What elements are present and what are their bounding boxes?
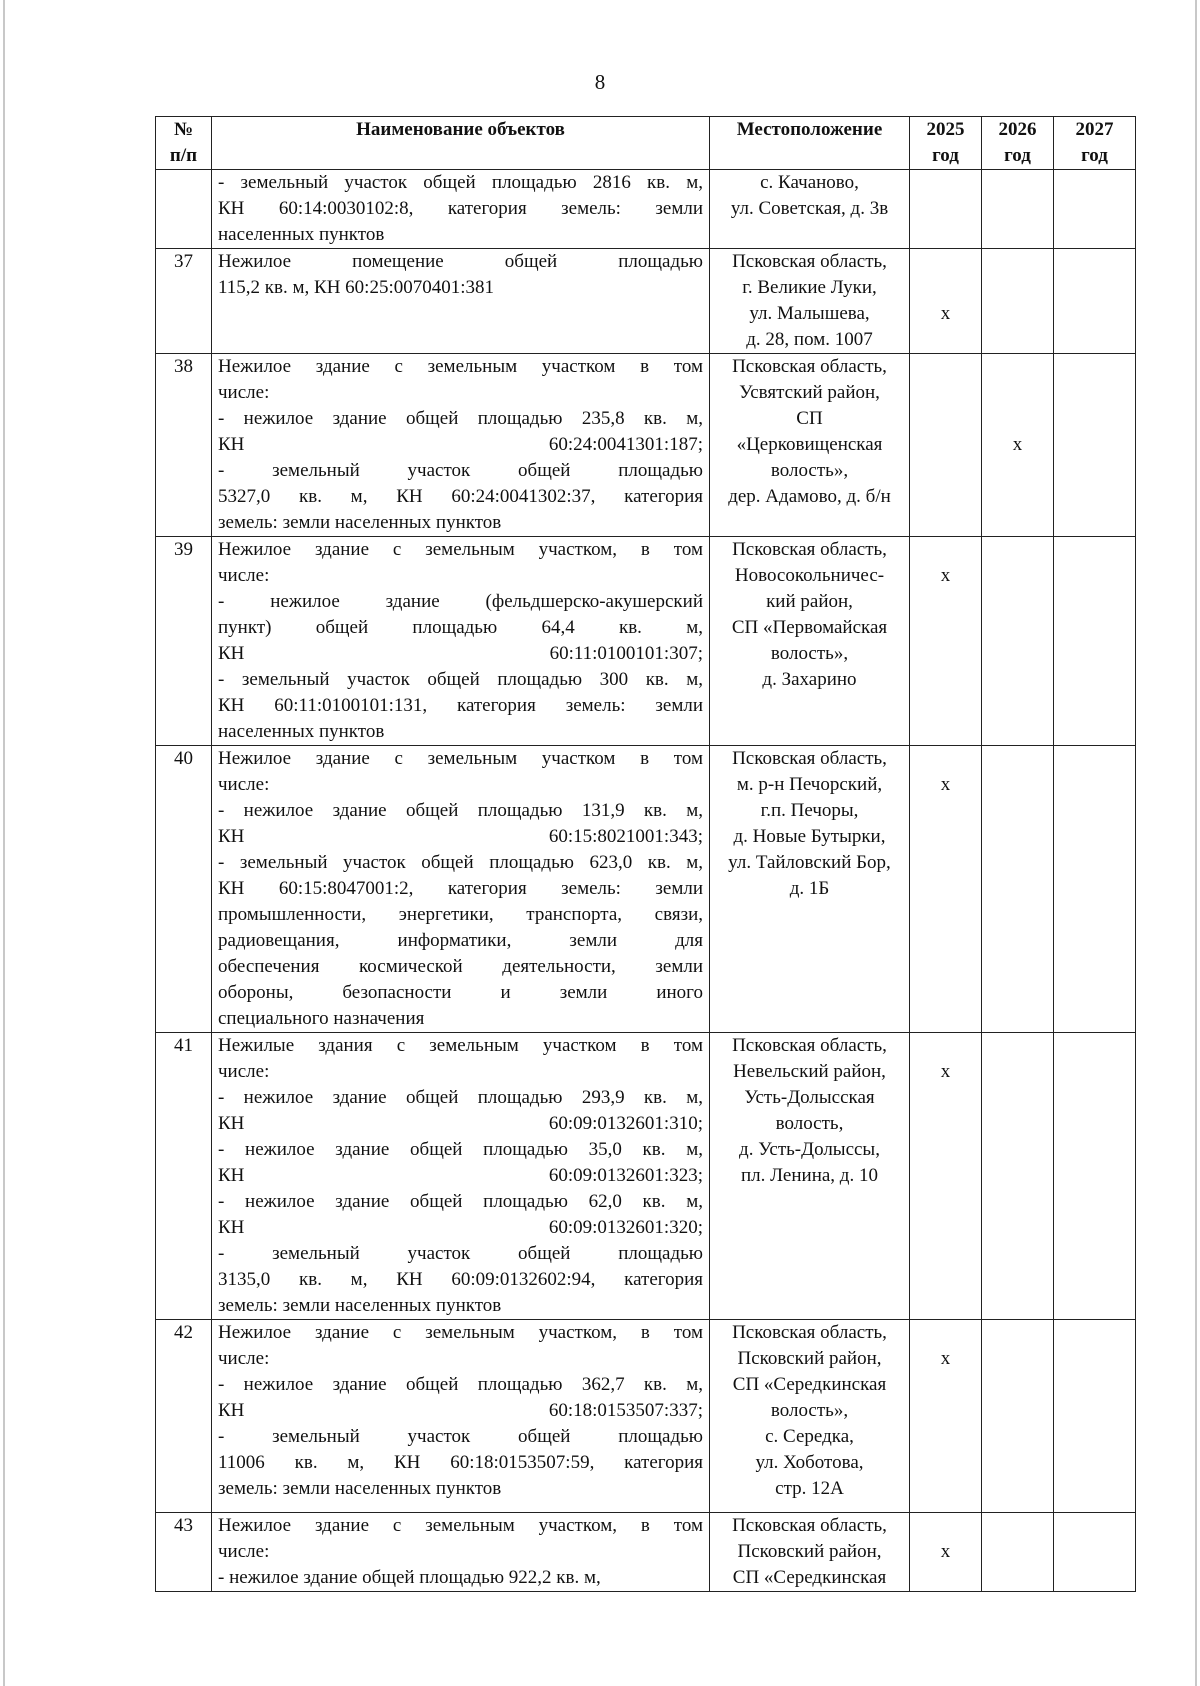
description-line: - земельный участок общей площадью xyxy=(218,1243,703,1264)
description-line: населенных пунктов xyxy=(218,224,385,245)
description-line: специального назначения xyxy=(218,1008,425,1029)
description-line: 5327,0 кв. м, КН 60:24:0041302:37, категория xyxy=(218,486,703,507)
table-row xyxy=(156,354,1136,537)
location-line: д. 1Б xyxy=(789,878,830,899)
location-line: Усвятский район, xyxy=(739,382,880,403)
year-mark-2027 xyxy=(1054,746,1136,1033)
header-year-2027 xyxy=(1054,117,1136,170)
description-line: числе: xyxy=(218,1348,270,1369)
year-mark-2026 xyxy=(982,1320,1054,1513)
description-line: - нежилое здание общей площадью 35,0 кв. м, xyxy=(218,1139,703,1160)
description-line: КН 60:09:0132601:320; xyxy=(218,1217,703,1238)
row-number: 37 xyxy=(156,249,212,354)
description-line: - земельный участок общей площадью 623,0 кв. м, xyxy=(218,852,703,873)
header-year-2026 xyxy=(982,117,1054,170)
year-mark-2026 xyxy=(982,537,1054,746)
description-line: КН 60:09:0132601:323; xyxy=(218,1165,703,1186)
object-location xyxy=(710,1320,910,1513)
description-line: КН 60:11:0100101:307; xyxy=(218,643,703,664)
table-header-row xyxy=(156,117,1136,170)
table-row xyxy=(156,537,1136,746)
year-mark-2027 xyxy=(1054,1320,1136,1513)
year-mark: x xyxy=(940,565,951,586)
location-line: с. Середка, xyxy=(765,1426,854,1447)
year-mark-2025 xyxy=(910,1320,982,1513)
location-line: д. Новые Бутырки, xyxy=(733,826,886,847)
object-description xyxy=(212,354,710,537)
location-line: Псковская область, xyxy=(732,251,887,272)
description-line: Нежилое помещение общей площадью xyxy=(218,251,703,272)
location-line: волость», xyxy=(770,1400,849,1421)
year-mark-2025 xyxy=(910,1513,982,1592)
location-line: Псковская область, xyxy=(732,1515,887,1536)
object-location xyxy=(710,249,910,354)
location-line: д. Усть-Долыссы, xyxy=(739,1139,880,1160)
header-year-2025 xyxy=(910,117,982,170)
year-mark-2026 xyxy=(982,746,1054,1033)
location-line: м. р-н Печорский, xyxy=(736,774,883,795)
description-line: 11006 кв. м, КН 60:18:0153507:59, категория xyxy=(218,1452,703,1473)
location-line: СП «Середкинская xyxy=(732,1374,887,1395)
description-line: пункт) общей площадью 64,4 кв. м, xyxy=(218,617,703,638)
description-line: обороны, безопасности и земли иного xyxy=(218,982,703,1003)
location-line: СП «Первомайская xyxy=(731,617,888,638)
property-registry-table xyxy=(155,116,1136,1592)
table-row xyxy=(156,1320,1136,1513)
description-line: - нежилое здание общей площадью 235,8 кв. м, xyxy=(218,408,703,429)
location-line: Усть-Долысская xyxy=(744,1087,875,1108)
description-line: числе: xyxy=(218,774,270,795)
object-description xyxy=(212,170,710,249)
year-mark-2025 xyxy=(910,1033,982,1320)
year-mark-2025 xyxy=(910,354,982,537)
object-description xyxy=(212,249,710,354)
table-row xyxy=(156,1513,1136,1592)
location-line: волость, xyxy=(775,1113,844,1134)
row-number xyxy=(156,170,212,249)
year-mark-2025 xyxy=(910,746,982,1033)
description-line: - нежилое здание общей площадью 62,0 кв. м, xyxy=(218,1191,703,1212)
year-mark-2026 xyxy=(982,249,1054,354)
location-line: Псковская область, xyxy=(732,748,887,769)
description-line: КН 60:24:0041301:187; xyxy=(218,434,703,455)
description-line: КН 60:15:8021001:343; xyxy=(218,826,703,847)
object-location xyxy=(710,746,910,1033)
header-object-name: Наименование объектов xyxy=(212,117,710,170)
location-line: Псковский район, xyxy=(737,1541,882,1562)
row-number: 43 xyxy=(156,1513,212,1592)
year-mark-2027 xyxy=(1054,249,1136,354)
description-line: - земельный участок общей площадью xyxy=(218,1426,703,1447)
header-number xyxy=(156,117,212,170)
table-row xyxy=(156,249,1136,354)
location-line: Псковская область, xyxy=(732,356,887,377)
year-mark-2026 xyxy=(982,354,1054,537)
description-line: числе: xyxy=(218,565,270,586)
description-line: КН 60:18:0153507:337; xyxy=(218,1400,703,1421)
year-mark-2026 xyxy=(982,170,1054,249)
description-line: земель: земли населенных пунктов xyxy=(218,1295,502,1316)
description-line: числе: xyxy=(218,1061,270,1082)
year-mark: x xyxy=(940,303,951,324)
location-line: г. Великие Луки, xyxy=(742,277,877,298)
location-line: ул. Советская, д. 3в xyxy=(730,198,889,219)
location-line: д. 28, пом. 1007 xyxy=(746,329,873,350)
object-location xyxy=(710,537,910,746)
year-mark-2026 xyxy=(982,1513,1054,1592)
description-line: числе: xyxy=(218,382,270,403)
description-line: - нежилое здание (фельдшерско-акушерский xyxy=(218,591,703,612)
description-line: - нежилое здание общей площадью 362,7 кв. м, xyxy=(218,1374,703,1395)
row-number: 38 xyxy=(156,354,212,537)
location-line: кий район, xyxy=(766,591,853,612)
year-mark-2027 xyxy=(1054,170,1136,249)
location-line: ул. Тайловский Бор, xyxy=(728,852,891,873)
location-line: г.п. Печоры, xyxy=(760,800,859,821)
description-line: населенных пунктов xyxy=(218,721,385,742)
description-line: - земельный участок общей площадью 300 кв. м, xyxy=(218,669,703,690)
location-line: стр. 12А xyxy=(775,1478,844,1499)
object-description xyxy=(212,1513,710,1592)
description-line: Нежилое здание с земельным участком в том xyxy=(218,748,703,769)
scan-left-edge xyxy=(3,0,5,1686)
location-line: волость», xyxy=(770,643,849,664)
row-number: 41 xyxy=(156,1033,212,1320)
description-line: КН 60:09:0132601:310; xyxy=(218,1113,703,1134)
description-line: Нежилое здание с земельным участком, в том xyxy=(218,1515,703,1536)
object-description xyxy=(212,1320,710,1513)
header-year-value: 2026 xyxy=(998,119,1037,140)
location-line: пл. Ленина, д. 10 xyxy=(741,1165,878,1186)
year-mark: x xyxy=(940,1348,951,1369)
description-line: КН 60:14:0030102:8, категория земель: земли xyxy=(218,198,703,219)
location-line: «Церковищенская xyxy=(736,434,883,455)
description-line: земель: земли населенных пунктов xyxy=(218,512,502,533)
scan-right-edge xyxy=(1195,0,1197,1686)
description-line: КН 60:15:8047001:2, категория земель: земли xyxy=(218,878,703,899)
location-line: Псковский район, xyxy=(737,1348,882,1369)
header-number-symbol: № xyxy=(173,119,194,140)
description-line: Нежилое здание с земельным участком, в том xyxy=(218,539,703,560)
year-mark-2027 xyxy=(1054,1033,1136,1320)
description-line: - земельный участок общей площадью 2816 кв. м, xyxy=(218,172,703,193)
description-line: Нежилое здание с земельным участком, в том xyxy=(218,1322,703,1343)
year-mark: x xyxy=(940,1061,951,1082)
description-line: Нежилое здание с земельным участком в том xyxy=(218,356,703,377)
location-line: волость», xyxy=(770,460,849,481)
row-number: 39 xyxy=(156,537,212,746)
year-mark-2025 xyxy=(910,249,982,354)
location-line: Псковская область, xyxy=(732,539,887,560)
location-line: Псковская область, xyxy=(732,1035,887,1056)
year-mark-2025 xyxy=(910,537,982,746)
table-row xyxy=(156,1033,1136,1320)
location-line: Псковская область, xyxy=(732,1322,887,1343)
location-line: дер. Адамово, д. б/н xyxy=(728,486,891,507)
header-location: Местоположение xyxy=(710,117,910,170)
page-number: 8 xyxy=(594,70,606,94)
year-mark: x xyxy=(1012,434,1023,455)
header-year-value: 2025 xyxy=(926,119,965,140)
year-mark-2027 xyxy=(1054,537,1136,746)
object-location xyxy=(710,354,910,537)
location-line: СП «Середкинская xyxy=(732,1567,887,1588)
location-line: ул. Малышева, xyxy=(749,303,870,324)
location-line: СП xyxy=(796,408,823,429)
description-line: КН 60:11:0100101:131, категория земель: земли xyxy=(218,695,703,716)
location-line: Новосокольничес- xyxy=(734,565,885,586)
description-line: земель: земли населенных пунктов xyxy=(218,1478,502,1499)
location-line: Невельский район, xyxy=(733,1061,886,1082)
description-line: радиовещания, информатики, земли для xyxy=(218,930,703,951)
year-mark-2027 xyxy=(1054,1513,1136,1592)
table-row xyxy=(156,170,1136,249)
header-year-unit: год xyxy=(1004,145,1031,166)
description-line: - нежилое здание общей площадью 131,9 кв. м, xyxy=(218,800,703,821)
table-row xyxy=(156,746,1136,1033)
description-line: - нежилое здание общей площадью 922,2 кв. м, xyxy=(218,1567,601,1588)
year-mark-2026 xyxy=(982,1033,1054,1320)
description-line: Нежилые здания с земельным участком в том xyxy=(218,1035,703,1056)
year-mark-2025 xyxy=(910,170,982,249)
row-number: 40 xyxy=(156,746,212,1033)
header-year-unit: год xyxy=(932,145,959,166)
year-mark: x xyxy=(940,774,951,795)
location-line: ул. Хоботова, xyxy=(755,1452,864,1473)
header-year-unit: год xyxy=(1081,145,1108,166)
year-mark-2027 xyxy=(1054,354,1136,537)
description-line: числе: xyxy=(218,1541,270,1562)
header-number-abbr: п/п xyxy=(169,145,198,166)
row-number: 42 xyxy=(156,1320,212,1513)
description-line: 3135,0 кв. м, КН 60:09:0132602:94, категория xyxy=(218,1269,703,1290)
object-location xyxy=(710,170,910,249)
description-line: - земельный участок общей площадью xyxy=(218,460,703,481)
description-line: 115,2 кв. м, КН 60:25:0070401:381 xyxy=(218,277,495,298)
location-line: д. Захарино xyxy=(762,669,857,690)
object-description xyxy=(212,537,710,746)
object-location xyxy=(710,1513,910,1592)
description-line: обеспечения космической деятельности, земли xyxy=(218,956,703,977)
location-line: с. Качаново, xyxy=(760,172,859,193)
year-mark: x xyxy=(940,1541,951,1562)
description-line: - нежилое здание общей площадью 293,9 кв. м, xyxy=(218,1087,703,1108)
object-description xyxy=(212,746,710,1033)
header-year-value: 2027 xyxy=(1075,119,1114,140)
description-line: промышленности, энергетики, транспорта, связи, xyxy=(218,904,703,925)
object-location xyxy=(710,1033,910,1320)
object-description xyxy=(212,1033,710,1320)
